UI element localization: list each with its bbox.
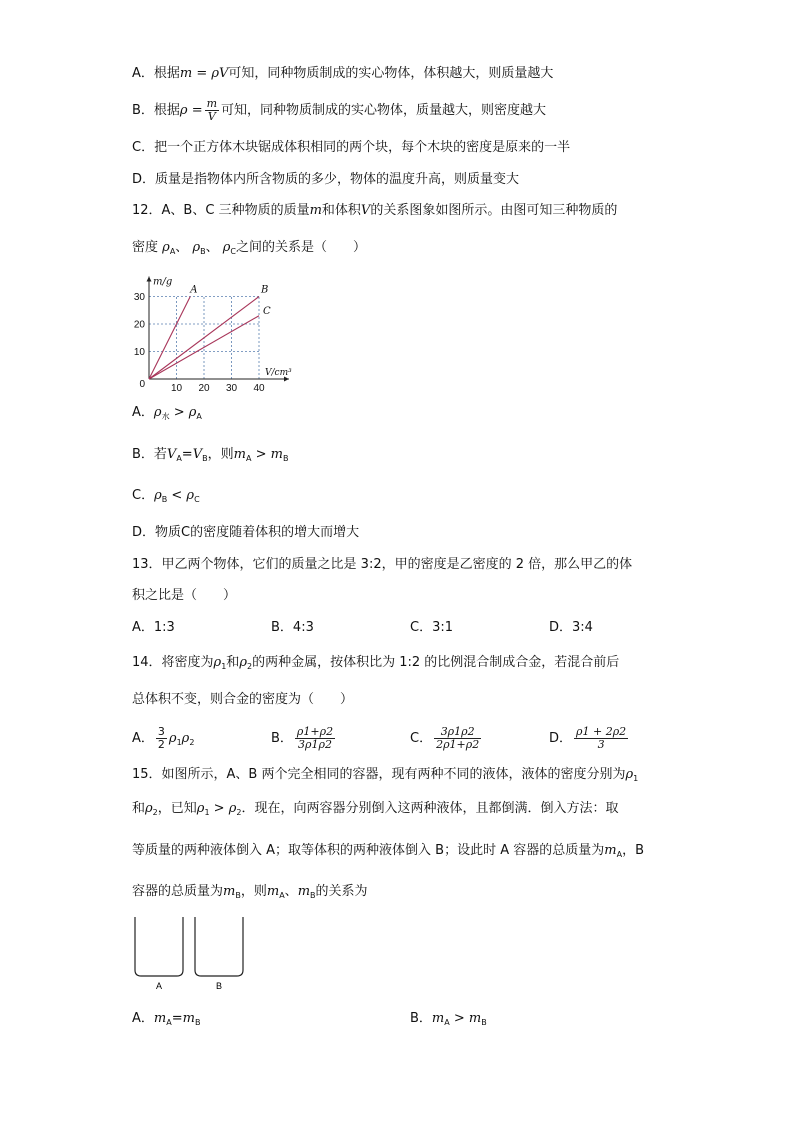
q13-option-c: C．3:1 <box>410 620 453 635</box>
q14-stem-line2: 总体积不变，则合金的密度为（ ） <box>132 692 354 707</box>
q12-option-c-sub2: C <box>194 495 200 504</box>
q15-stem-line1 <box>132 765 638 789</box>
q12-rho-b: ρ <box>192 240 201 255</box>
q15-option-b-sub2: B <box>481 1018 487 1027</box>
q14-option-b-num: ρ1+ρ2 <box>296 725 334 738</box>
q15-option-a-label: A． <box>132 1011 154 1026</box>
q15-stem-part1: 15．如图所示，A、B 两个完全相同的容器，现有两种不同的液体，液体的密度分别为 <box>132 767 626 782</box>
container-a <box>135 917 183 976</box>
q12-rho-c-sub: C <box>230 247 237 256</box>
q15-stem-part2: ．现在，向两容器分别倒入这两种液体，且都倒满．倒入方法：取 <box>241 801 619 816</box>
q12-rho-a: ρ <box>162 240 170 255</box>
q14-option-c-fraction <box>434 726 481 751</box>
q14-option-b-label: B． <box>271 731 293 746</box>
q14-option-c <box>410 726 483 751</box>
q14-option-a-rho2: ρ <box>181 731 190 746</box>
q14-option-c-label: C． <box>410 731 433 746</box>
q14-stem-line1 <box>132 653 619 677</box>
y-tick-label: 10 <box>133 347 145 358</box>
q15-m-a-sub: A <box>616 850 623 859</box>
q15-m-b-sub: B <box>235 891 241 900</box>
q14-option-a-fraction <box>156 726 167 751</box>
q13-stem-line2: 积之比是（ ） <box>132 588 237 603</box>
q14-stem-and: 和 <box>226 655 240 670</box>
q12-option-b-v1: V <box>166 447 177 462</box>
q14-option-d-label: D． <box>549 731 573 746</box>
q12-sep-1: 、 <box>175 240 189 255</box>
q15-stem-then: ，则 <box>240 884 267 899</box>
q12-stem-line2 <box>132 238 366 262</box>
q12-rho-a-sub: A <box>169 247 176 256</box>
q15-option-a-m2: m <box>182 1011 195 1026</box>
q14-option-c-num: 3ρ1ρ2 <box>434 726 481 739</box>
q11-option-b <box>132 98 546 123</box>
q11-option-a-text: 可知，同种物质制成的实心物体，体积越大，则质量越大 <box>228 66 554 81</box>
q11-option-b-prefix: B．根据 <box>132 103 180 118</box>
q14-option-d-fraction <box>574 726 628 751</box>
container-a-label: A <box>155 981 163 991</box>
q15-option-a-m1: m <box>153 1011 167 1026</box>
q15-rho2-a-sub: 2 <box>152 808 158 817</box>
q14-rho1-sub: 1 <box>221 662 227 671</box>
q12-option-b-v2: V <box>192 447 203 462</box>
q12-option-c-rho1: ρ <box>154 488 162 503</box>
q14-option-a-sub2: 2 <box>189 738 195 747</box>
q12-stem-part3: 的关系图象如图所示。由图可知三种物质的 <box>370 203 618 218</box>
q12-option-c-sub1: B <box>161 495 168 504</box>
q12-option-a-gt: > <box>173 405 185 420</box>
q11-option-b-fraction <box>205 98 219 123</box>
q12-option-c-lt: < <box>171 488 183 503</box>
q14-option-a-rho1: ρ <box>168 731 177 746</box>
y-axis-label: m/g <box>153 276 173 288</box>
q11-option-c: C．把一个正方体木块锯成体积相同的两个块，每个木块的密度是原来的一半 <box>132 140 571 155</box>
q15-rho1-a: ρ <box>625 767 634 782</box>
q15-rho1-a-sub: 1 <box>633 774 639 783</box>
q15-m-b2-sub: B <box>310 891 316 900</box>
q13-stem-line1: 13．甲乙两个物体，它们的质量之比是 3:2，甲的密度是乙密度的 2 倍，那么甲乙的体 <box>132 557 633 572</box>
q12-option-b-s2: B <box>202 454 208 463</box>
q15-option-b-sub1: A <box>444 1018 450 1027</box>
q15-m-a2: m <box>266 884 280 899</box>
q12-stem-part1: 12．A、B、C 三种物质的质量 <box>132 203 310 218</box>
q15-option-a-sub1: A <box>166 1018 172 1027</box>
q14-option-d-num: ρ1 + 2ρ2 <box>576 725 627 738</box>
q15-stem-part5: 容器的总质量为 <box>132 884 224 899</box>
q12-option-b-m2: m <box>270 447 283 462</box>
q12-stem-v: V <box>360 203 371 218</box>
q12-option-a <box>132 403 202 427</box>
q14-option-d-den: 3 <box>597 738 605 751</box>
q12-option-a-sub2: A <box>196 412 202 421</box>
q13-option-b: B．4:3 <box>271 620 314 635</box>
q14-option-c-den: 2ρ1+ρ2 <box>436 738 480 751</box>
q15-rho2-a: ρ <box>145 801 153 816</box>
q14-rho2: ρ <box>239 655 247 670</box>
q11-option-b-numerator: m <box>206 97 218 110</box>
q15-stem-line3 <box>132 841 644 865</box>
q14-option-a <box>132 726 194 753</box>
q15-option-b-m1: m <box>431 1011 445 1026</box>
q12-option-b-s4: B <box>282 454 289 463</box>
q11-option-a-prefix: A．根据 <box>132 66 180 81</box>
q15-option-b <box>410 1009 487 1033</box>
q12-option-a-label: A． <box>132 405 154 420</box>
q12-rho-c: ρ <box>222 240 231 255</box>
q14-option-a-sub1: 1 <box>176 738 182 747</box>
x-tick-label: 20 <box>198 383 210 394</box>
x-tick-label: 30 <box>225 383 238 394</box>
container-b-label: B <box>215 981 223 991</box>
q14-option-b <box>271 726 337 751</box>
q14-rho1: ρ <box>213 655 222 670</box>
q11-option-b-denominator: V <box>207 110 216 123</box>
y-tick-label: 20 <box>133 319 145 331</box>
q15-m-b2: m <box>297 884 311 899</box>
q15-m-a2-sub: A <box>279 891 285 900</box>
q12-option-c-label: C． <box>132 488 155 503</box>
x-axis-label: V/cm³ <box>265 368 292 378</box>
q15-rho1-b-sub: 1 <box>204 808 210 817</box>
series-label-b: B <box>261 284 269 296</box>
q12-sep-2: 、 <box>205 240 219 255</box>
q15-stem-relation: 的关系为 <box>315 884 368 899</box>
y-tick-label: 30 <box>133 292 145 303</box>
q15-option-b-m2: m <box>468 1011 482 1026</box>
q15-option-a-sub2: B <box>194 1018 201 1027</box>
q12-option-b <box>132 445 288 469</box>
q12-option-b-eq: = <box>181 447 193 462</box>
q14-rho2-sub: 2 <box>246 662 253 671</box>
series-label-c: C <box>263 305 271 317</box>
q14-option-a-label: A． <box>132 731 154 746</box>
q11-option-b-rho: ρ = <box>179 103 203 118</box>
q15-rho2-b: ρ <box>228 801 237 816</box>
q15-stem-known: ，已知 <box>157 801 197 816</box>
q12-option-a-rho2: ρ <box>188 405 197 420</box>
q11-option-a <box>132 64 553 84</box>
q15-option-a-eq: = <box>171 1011 183 1026</box>
q15-stem-line2 <box>132 799 618 823</box>
series-label-a: A <box>190 284 198 296</box>
q12-option-a-sub1: 水 <box>161 412 170 421</box>
q15-stem-part3: 等质量的两种液体倒入 A；取等体积的两种液体倒入 B；设此时 A 容器的总质量为 <box>132 843 605 858</box>
q14-option-a-den: 2 <box>157 738 165 751</box>
q14-option-d <box>549 726 630 751</box>
q12-stem-m: m <box>309 203 322 218</box>
container-b <box>195 917 243 976</box>
q15-option-b-gt: > <box>453 1011 465 1026</box>
q11-option-b-text: 可知，同种物质制成的实心物体，质量越大，则密度越大 <box>221 103 547 118</box>
q12-option-c <box>132 486 200 510</box>
q12-option-a-rho1: ρ <box>153 405 162 420</box>
q11-option-a-formula: m = ρV <box>179 66 229 81</box>
q12-option-b-s1: A <box>176 454 182 463</box>
q15-stem-and: 和 <box>132 801 146 816</box>
q12-option-d: D．物质C的密度随着体积的增大而增大 <box>132 525 360 540</box>
q12-stem-part2: 和体积 <box>321 203 361 218</box>
q15-m-a: m <box>604 843 617 858</box>
q15-stem-line4 <box>132 882 368 906</box>
q11-option-d: D．质量是指物体内所含物质的多少，物体的温度升高，则质量变大 <box>132 172 520 187</box>
q14-option-b-den: 3ρ1ρ2 <box>298 738 332 751</box>
q14-option-b-fraction <box>295 726 335 751</box>
q15-sep: 、 <box>284 884 298 899</box>
q15-option-b-label: B． <box>410 1011 432 1026</box>
q15-stem-gt: > <box>213 801 225 816</box>
q12-stem-density: 密度 <box>132 240 159 255</box>
y-axis-arrow <box>147 277 152 282</box>
q12-option-b-s3: A <box>245 454 252 463</box>
q12-option-b-m1: m <box>233 447 246 462</box>
mass-volume-chart <box>128 264 308 394</box>
q13-option-a: A．1:3 <box>132 620 175 635</box>
q12-option-b-mid: ，则 <box>207 447 234 462</box>
origin-label: 0 <box>139 379 145 390</box>
q15-stem-part4: ，B <box>622 843 644 858</box>
containers-figure <box>130 912 250 992</box>
q12-rho-b-sub: B <box>200 247 206 256</box>
q12-stem-question: 之间的关系是（ ） <box>236 240 367 255</box>
x-tick-label: 10 <box>170 383 183 394</box>
q12-option-c-rho2: ρ <box>186 488 195 503</box>
x-tick-label: 40 <box>253 383 265 394</box>
q12-stem-line1 <box>132 201 617 221</box>
q15-rho1-b: ρ <box>196 801 205 816</box>
q14-option-a-num: 3 <box>157 725 165 738</box>
q12-option-b-prefix: B．若 <box>132 447 167 462</box>
q15-rho2-b-sub: 2 <box>236 808 242 817</box>
q15-m-b: m <box>223 884 236 899</box>
q14-stem-part1: 14．将密度为 <box>132 655 214 670</box>
q15-option-a <box>132 1009 200 1033</box>
q13-option-d: D．3:4 <box>549 620 593 635</box>
q12-option-b-gt: > <box>255 447 267 462</box>
q14-stem-part2: 的两种金属，按体积比为 1:2 的比例混合制成合金，若混合前后 <box>252 655 620 670</box>
